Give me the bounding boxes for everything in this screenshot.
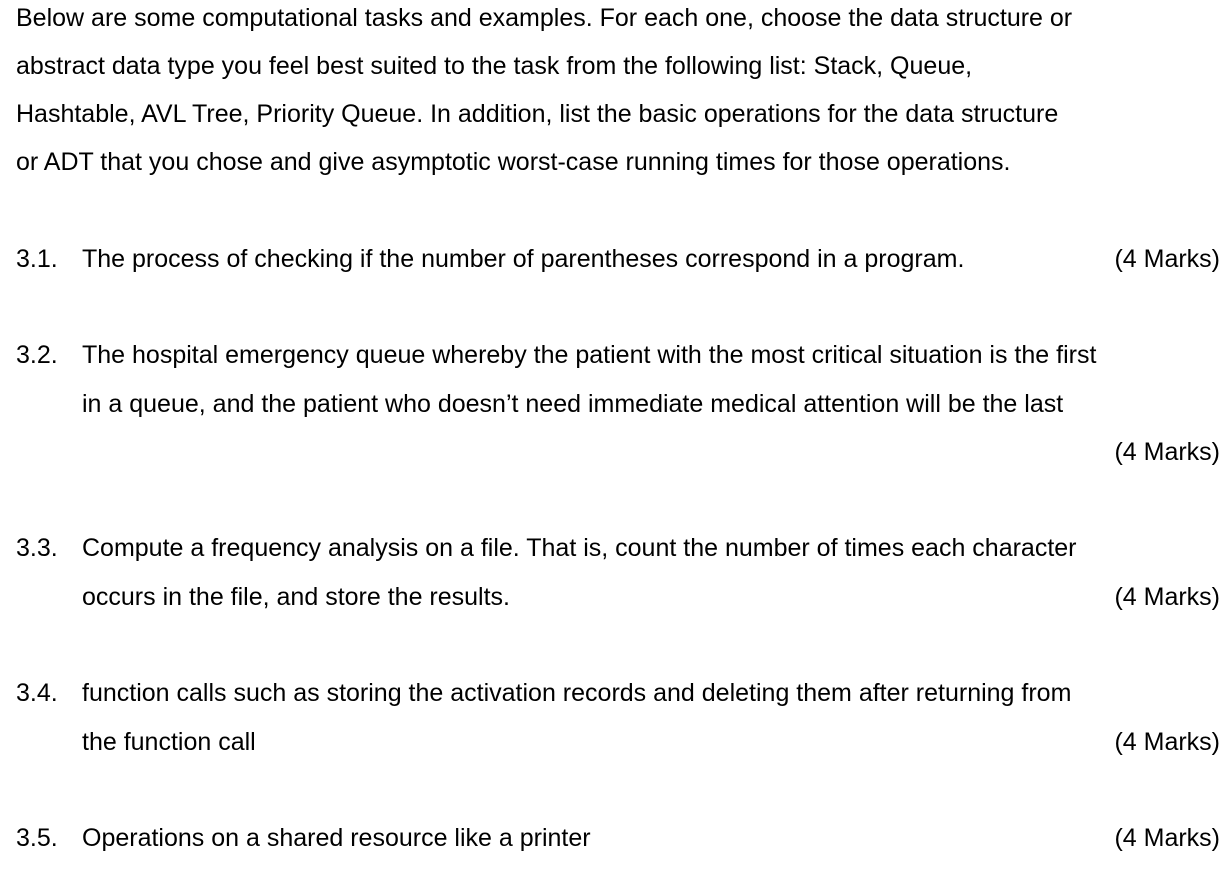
question-3-3-text-line-2: occurs in the file, and store the results. — [82, 583, 510, 611]
question-3-5-text: Operations on a shared resource like a printer — [82, 824, 591, 852]
question-3-3-text-line-1: Compute a frequency analysis on a file. That is, count the number of times each character — [82, 534, 1077, 562]
question-3-4-text-line-2: the function call — [82, 728, 256, 756]
question-3-5-number: 3.5. — [16, 824, 58, 852]
intro-line-4: or ADT that you chose and give asymptotic worst-case running times for those operations. — [16, 148, 1011, 176]
question-3-1-number: 3.1. — [16, 245, 58, 273]
question-3-4-marks: (4 Marks) — [1114, 728, 1220, 756]
question-3-4-text-line-1: function calls such as storing the activation records and deleting them after returning from — [82, 679, 1072, 707]
question-3-3-number: 3.3. — [16, 534, 58, 562]
question-3-2-text-line-2: in a queue, and the patient who doesn’t need immediate medical attention will be the last — [82, 390, 1064, 418]
question-3-5-marks: (4 Marks) — [1114, 824, 1220, 852]
intro-line-2: abstract data type you feel best suited to the task from the following list: Stack, Queue, — [16, 52, 973, 80]
question-3-2-text-line-1: The hospital emergency queue whereby the patient with the most critical situation is the first — [82, 341, 1097, 369]
question-3-3-marks: (4 Marks) — [1114, 583, 1220, 611]
intro-line-3: Hashtable, AVL Tree, Priority Queue. In addition, list the basic operations for the data structure — [16, 100, 1059, 128]
question-3-2-marks: (4 Marks) — [1114, 438, 1220, 466]
question-3-1-text: The process of checking if the number of parentheses correspond in a program. — [82, 245, 965, 273]
question-3-2-number: 3.2. — [16, 341, 58, 369]
question-3-1-marks: (4 Marks) — [1114, 245, 1220, 273]
question-3-4-number: 3.4. — [16, 679, 58, 707]
intro-line-1: Below are some computational tasks and examples. For each one, choose the data structure or — [16, 4, 1073, 32]
